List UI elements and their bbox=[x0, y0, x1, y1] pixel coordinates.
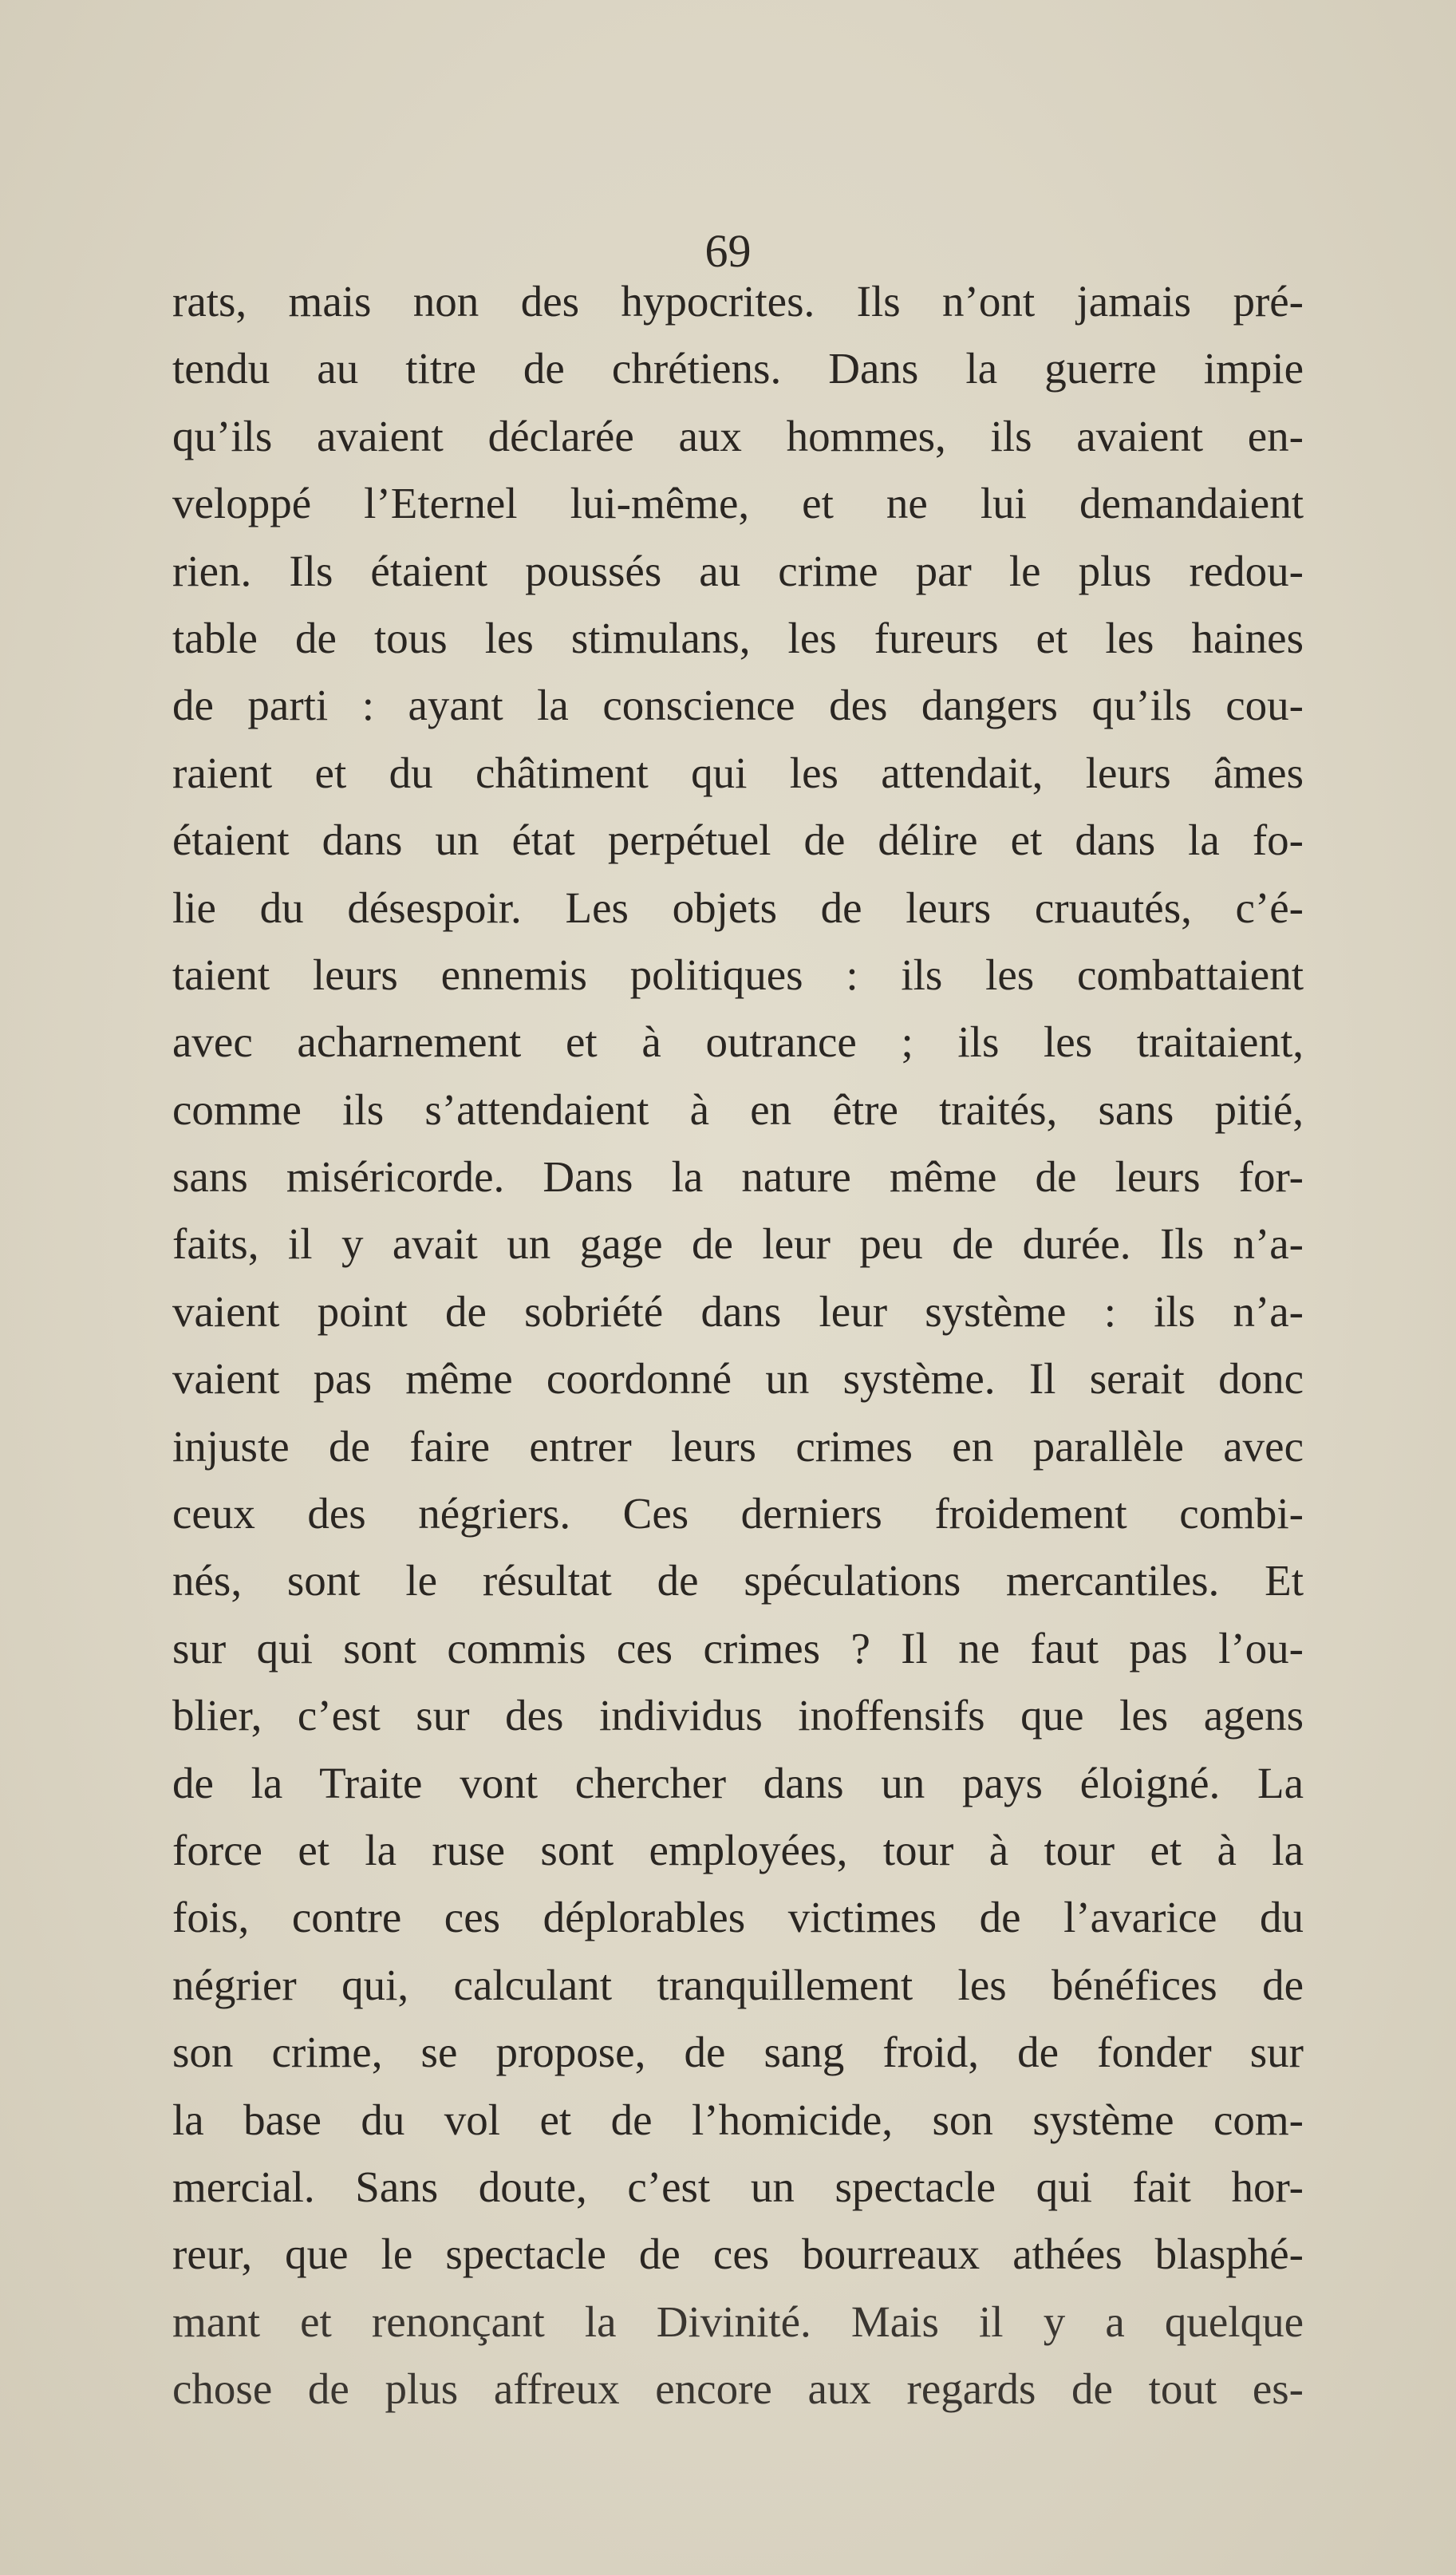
text-line-32: chose de plus affreux encore aux regards de tout es- bbox=[172, 2364, 1304, 2414]
text-line-2: tendu au titre de chrétiens. Dans la guerre impie bbox=[172, 344, 1304, 393]
text-line-29: mercial. Sans doute, c’est un spectacle qui fait hor- bbox=[172, 2162, 1304, 2211]
text-line-20: nés, sont le résultat de spéculations mercantiles. Et bbox=[172, 1556, 1304, 1605]
text-line-31: mant et renonçant la Divinité. Mais il y a quelque bbox=[172, 2297, 1304, 2346]
text-line-16: vaient point de sobriété dans leur système : ils n’a- bbox=[172, 1286, 1304, 1336]
text-line-27: son crime, se propose, de sang froid, de fonder sur bbox=[172, 2028, 1304, 2077]
page-text bbox=[172, 268, 1304, 2423]
page-number: 69 bbox=[704, 225, 752, 277]
text-line-25: fois, contre ces déplorables victimes de l’avarice du bbox=[172, 1893, 1304, 1942]
text-line-17: vaient pas même coordonné un système. Il serait donc bbox=[172, 1354, 1304, 1404]
text-line-19: ceux des négriers. Ces derniers froidement combi- bbox=[172, 1489, 1304, 1538]
text-line-23: de la Traite vont chercher dans un pays éloigné. La bbox=[172, 1758, 1304, 1807]
text-line-1: rats, mais non des hypocrites. Ils n’ont jamais pré- bbox=[172, 277, 1304, 326]
text-line-12: avec acharnement et à outrance ; ils les traitaient, bbox=[172, 1017, 1304, 1067]
text-line-8: raient et du châtiment qui les attendait, leurs âmes bbox=[172, 748, 1304, 797]
text-line-13: comme ils s’attendaient à en être traités, sans pitié, bbox=[172, 1084, 1304, 1134]
text-line-18: injuste de faire entrer leurs crimes en parallèle avec bbox=[172, 1421, 1304, 1471]
text-line-10: lie du désespoir. Les objets de leurs cruautés, c’é- bbox=[172, 883, 1304, 932]
text-line-11: taient leurs ennemis politiques : ils les combattaient bbox=[172, 950, 1304, 999]
text-line-6: table de tous les stimulans, les fureurs et les haines bbox=[172, 613, 1304, 662]
text-line-5: rien. Ils étaient poussés au crime par le plus redou- bbox=[172, 546, 1304, 595]
text-line-7: de parti : ayant la conscience des dangers qu’ils cou- bbox=[172, 681, 1304, 730]
text-line-15: faits, il y avait un gage de leur peu de durée. Ils n’a- bbox=[172, 1219, 1304, 1269]
text-line-9: étaient dans un état perpétuel de délire et dans la fo- bbox=[172, 816, 1304, 865]
text-line-26: négrier qui, calculant tranquillement les bénéfices de bbox=[172, 1960, 1304, 2009]
text-line-24: force et la ruse sont employées, tour à tour et à la bbox=[172, 1825, 1304, 1874]
text-line-21: sur qui sont commis ces crimes ? Il ne faut pas l’ou- bbox=[172, 1623, 1304, 1673]
text-line-28: la base du vol et de l’homicide, son système com- bbox=[172, 2095, 1304, 2144]
text-line-3: qu’ils avaient déclarée aux hommes, ils avaient en- bbox=[172, 411, 1304, 460]
text-line-14: sans miséricorde. Dans la nature même de leurs for- bbox=[172, 1152, 1304, 1202]
text-line-4: veloppé l’Eternel lui-même, et ne lui demandaient bbox=[172, 479, 1304, 528]
text-line-30: reur, que le spectacle de ces bourreaux athées blasphé- bbox=[172, 2229, 1304, 2279]
text-line-22: blier, c’est sur des individus inoffensifs que les agens bbox=[172, 1691, 1304, 1740]
